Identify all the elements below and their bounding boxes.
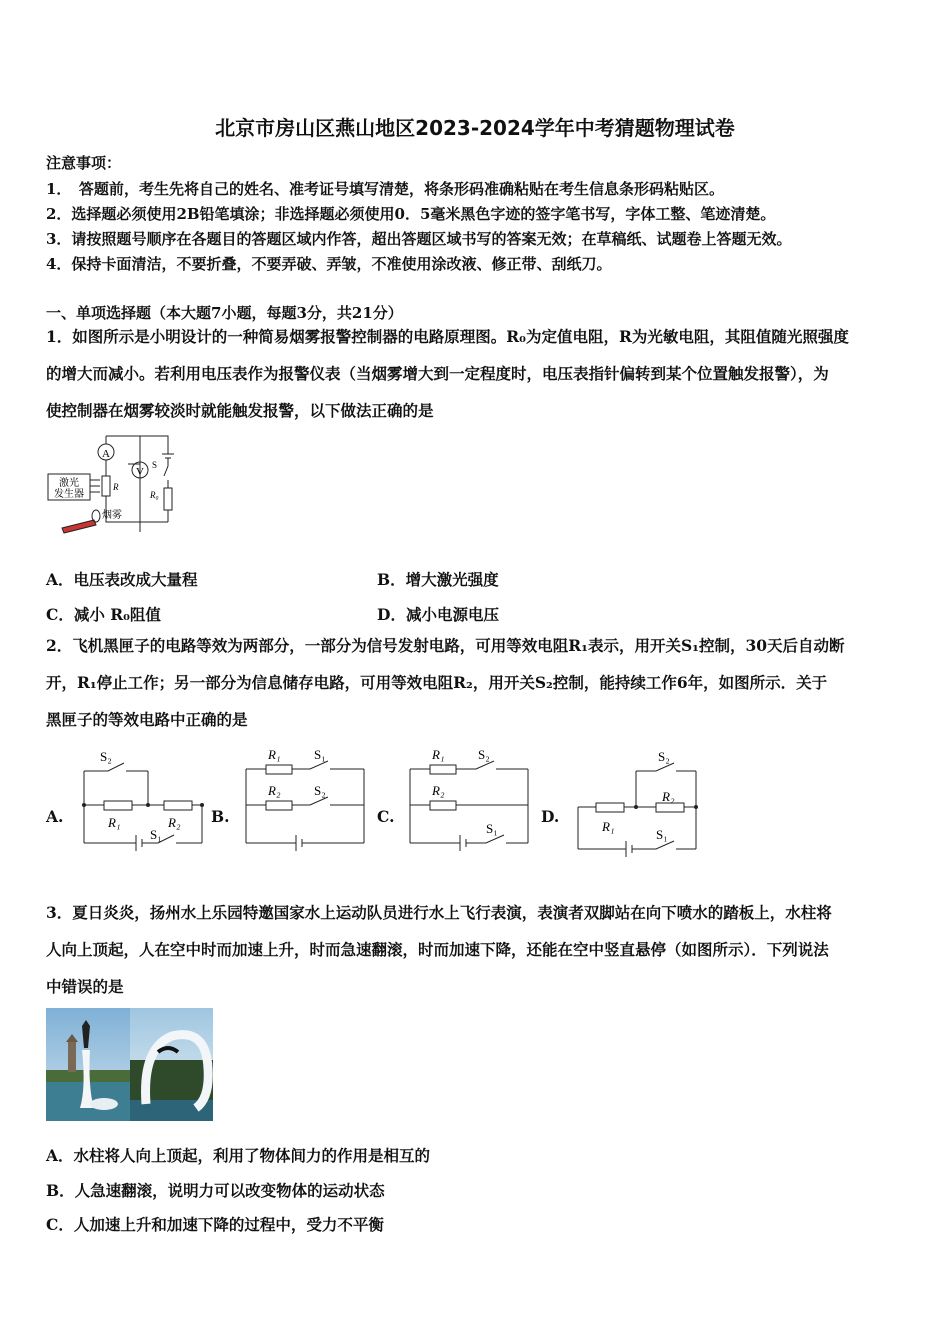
switch-s1-label: S₁	[314, 747, 326, 762]
question-1-circuit-figure	[44, 428, 194, 540]
ammeter-label: A	[102, 448, 110, 460]
resistor-r2-label: R₂	[168, 815, 181, 830]
question-3-photo	[46, 1008, 213, 1121]
switch-s2-label: S₂	[314, 783, 326, 798]
notice-item: 2．选择题必须使用2B铅笔填涂；非选择题必须使用0．5毫米黑色字迹的签字笔书写，字体工整、笔迹清楚。	[46, 205, 776, 223]
resistor-r2-label: R₂	[662, 789, 675, 804]
laser-label: 发生器	[54, 489, 84, 500]
switch-s1-label: S₁	[656, 827, 668, 842]
resistor-r1-label: R₁	[432, 747, 445, 762]
resistor-r0-label: R₀	[150, 490, 159, 500]
switch-s2-label: S₂	[478, 747, 490, 762]
option-a: A．电压表改成大量程	[46, 570, 198, 589]
option-b-label: B.	[211, 807, 230, 826]
switch-s1-label: S₁	[150, 827, 162, 842]
smoke-label: 烟雾	[102, 510, 122, 521]
option-b: B．增大激光强度	[377, 570, 499, 589]
switch-label: S	[152, 460, 158, 470]
circuit-option-a	[78, 745, 210, 857]
resistor-r2-label: R₂	[268, 783, 281, 798]
circuit-option-b	[240, 745, 372, 857]
option-a-label: A.	[46, 807, 64, 826]
option-a: A．水柱将人向上顶起，利用了物体间力的作用是相互的	[46, 1146, 431, 1165]
question-3-stem: 3．夏日炎炎，扬州水上乐园特邀国家水上运动队员进行水上飞行表演，表演者双脚站在向下喷水的踏板上，水柱将 人向上顶起，人在空中时而加速上升，时而急速翻滚，时而加速下降，还能在空中竖直悬停（如图所示）．下列说法 中错误的是	[46, 903, 832, 996]
resistor-r1-label: R₁	[602, 819, 615, 834]
option-c: C．减小 R₀阻值	[46, 605, 161, 624]
switch-s2-label: S₂	[100, 749, 112, 764]
question-1-stem: 1．如图所示是小明设计的一种简易烟雾报警控制器的电路原理图。R₀为定值电阻，R为光敏电阻，其阻值随光照强度 的增大而减小。若利用电压表作为报警仪表（当烟雾增大到一定程度时，电压表指针偏转到某个位置触发报警），为 使控制器在烟雾较淡时就能触发报警，以下做法正确的是	[46, 327, 849, 420]
option-b: B．人急速翻滚，说明力可以改变物体的运动状态	[46, 1181, 385, 1200]
resistor-r1-label: R₁	[268, 747, 281, 762]
notice-item: 4．保持卡面清洁，不要折叠，不要弄破、弄皱，不准使用涂改液、修正带、刮纸刀。	[46, 255, 612, 273]
option-c-label: C.	[377, 807, 395, 826]
resistor-r1-label: R₁	[108, 815, 121, 830]
circuit-option-d	[570, 745, 702, 857]
switch-s1-label: S₁	[486, 821, 498, 836]
laser-label: 激光	[59, 478, 79, 489]
notice-heading: 注意事项：	[46, 154, 122, 172]
question-2-stem: 2．飞机黑匣子的电路等效为两部分，一部分为信号发射电路，可用等效电阻R₁表示，用开关S₁控制，30天后自动断 开，R₁停止工作；另一部分为信息储存电路，可用等效电阻R₂，用开关S₂控制，能持续工作6年，如图所示．关于 黑匣子的等效电路中正确的是	[46, 636, 845, 729]
resistor-r2-label: R₂	[432, 783, 445, 798]
switch-s2-label: S₂	[658, 749, 670, 764]
notice-item: 3．请按照题号顺序在各题目的答题区域内作答，超出答题区域书写的答案无效；在草稿纸、试题卷上答题无效。	[46, 230, 792, 248]
notice-item: 1． 答题前，考生先将自己的姓名、准考证号填写清楚，将条形码准确粘贴在考生信息条形码粘贴区。	[46, 180, 724, 198]
option-d-label: D.	[541, 807, 560, 826]
circuit-option-c	[404, 745, 536, 857]
voltmeter-label: V	[136, 466, 144, 478]
section-heading: 一、单项选择题（本大题7小题，每题3分，共21分）	[46, 304, 403, 322]
page-title: 北京市房山区燕山地区2023-2024学年中考猜题物理试卷	[215, 116, 735, 140]
resistor-r-label: R	[113, 482, 119, 492]
option-d: D．减小电源电压	[377, 605, 499, 624]
option-c: C．人加速上升和加速下降的过程中，受力不平衡	[46, 1215, 384, 1234]
